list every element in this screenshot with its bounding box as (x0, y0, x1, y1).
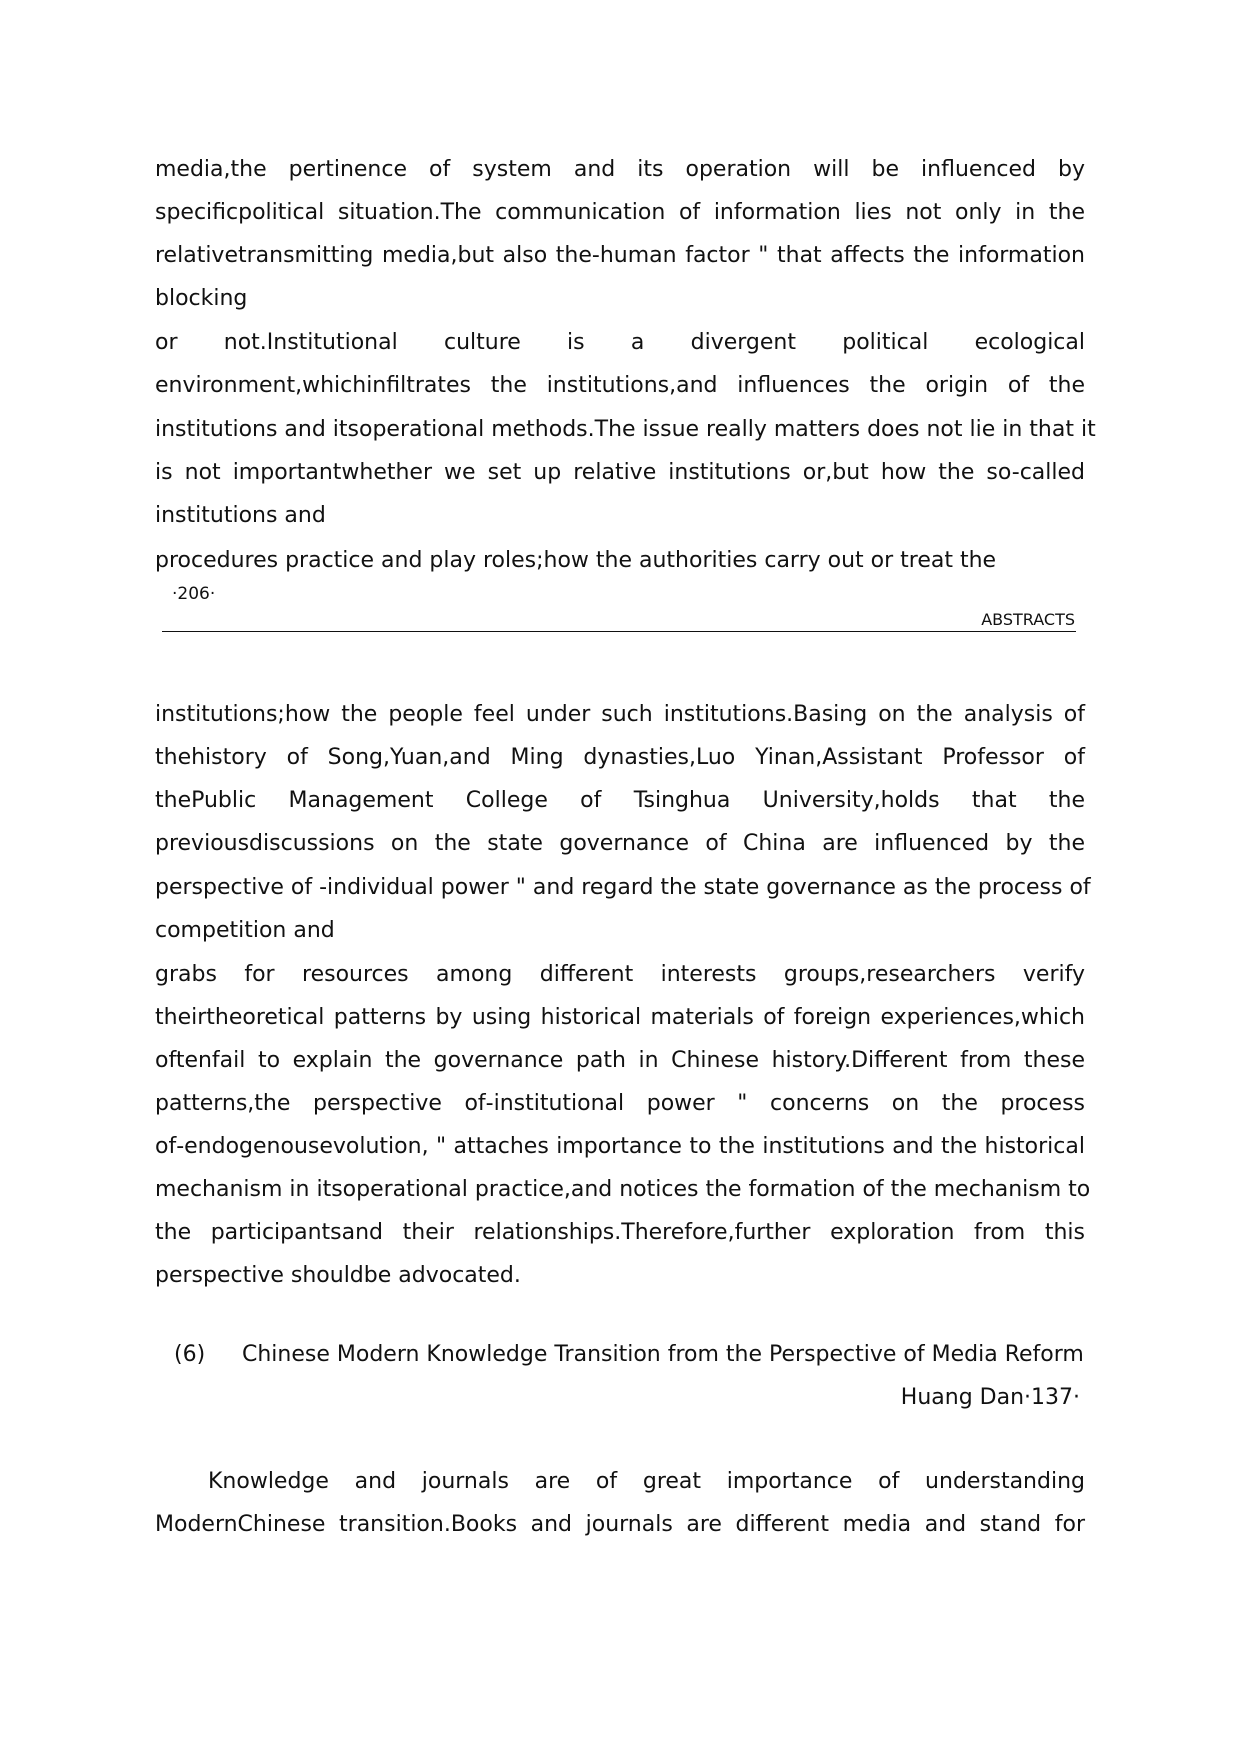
body-text-line: of‐endogenousevolution, " attaches importance to the institutions and the historical (155, 1134, 1085, 1159)
body-text-line: patterns,the perspective of‐institutional power " concerns on the process (155, 1091, 1085, 1116)
page-number: ·206· (172, 584, 216, 604)
body-text-line: thehistory of Song,Yuan,and Ming dynasties,Luo Yinan,Assistant Professor of (155, 745, 1085, 770)
body-text-line: theirtheoretical patterns by using historical materials of foreign experiences,which (155, 1005, 1085, 1030)
body-text-line: procedures practice and play roles;how the authorities carry out or treat the (155, 548, 997, 573)
body-text-line: media,the pertinence of system and its operation will be influenced by (155, 157, 1085, 182)
body-text-line: relativetransmitting media,but also the‐human factor " that affects the information (155, 243, 1085, 268)
body-text-line: the participantsand their relationships.Therefore,further exploration from this (155, 1220, 1085, 1245)
section-number: (6) (174, 1342, 206, 1367)
body-text-line: competition and (155, 918, 335, 943)
body-text-line: grabs for resources among different interests groups,researchers verify (155, 962, 1085, 987)
body-text-line: perspective of ‐individual power " and regard the state governance as the process of (155, 875, 1091, 900)
body-text-line: mechanism in itsoperational practice,and notices the formation of the mechanism to (155, 1177, 1091, 1202)
body-text-line: environment,whichinfiltrates the institutions,and influences the origin of the (155, 373, 1085, 398)
section-author-page: Huang Dan·137· (900, 1385, 1080, 1410)
running-head: ABSTRACTS (981, 610, 1075, 629)
body-text-line: blocking (155, 286, 248, 311)
body-text-line: oftenfail to explain the governance path in Chinese history.Different from these (155, 1048, 1085, 1073)
section-title: Chinese Modern Knowledge Transition from the Perspective of Media Reform (242, 1342, 1084, 1367)
body-text-line: or not.Institutional culture is a divergent political ecological (155, 330, 1085, 355)
body-text-line: is not importantwhether we set up relative institutions or,but how the so-called (155, 460, 1085, 485)
body-text-line: perspective shouldbe advocated. (155, 1263, 521, 1288)
body-text-line: specificpolitical situation.The communication of information lies not only in the (155, 200, 1085, 225)
body-text-line: Knowledge and journals are of great importance of understanding (208, 1469, 1085, 1494)
body-text-line: institutions;how the people feel under such institutions.Basing on the analysis of (155, 702, 1085, 727)
body-text-line: previousdiscussions on the state governance of China are influenced by the (155, 831, 1085, 856)
body-text-line: ModernChinese transition.Books and journals are different media and stand for (155, 1512, 1085, 1537)
body-text-line: institutions and itsoperational methods.The issue really matters does not lie in that it (155, 417, 1096, 442)
header-divider (162, 631, 1076, 632)
body-text-line: institutions and (155, 503, 326, 528)
body-text-line: thePublic Management College of Tsinghua University,holds that the (155, 788, 1085, 813)
